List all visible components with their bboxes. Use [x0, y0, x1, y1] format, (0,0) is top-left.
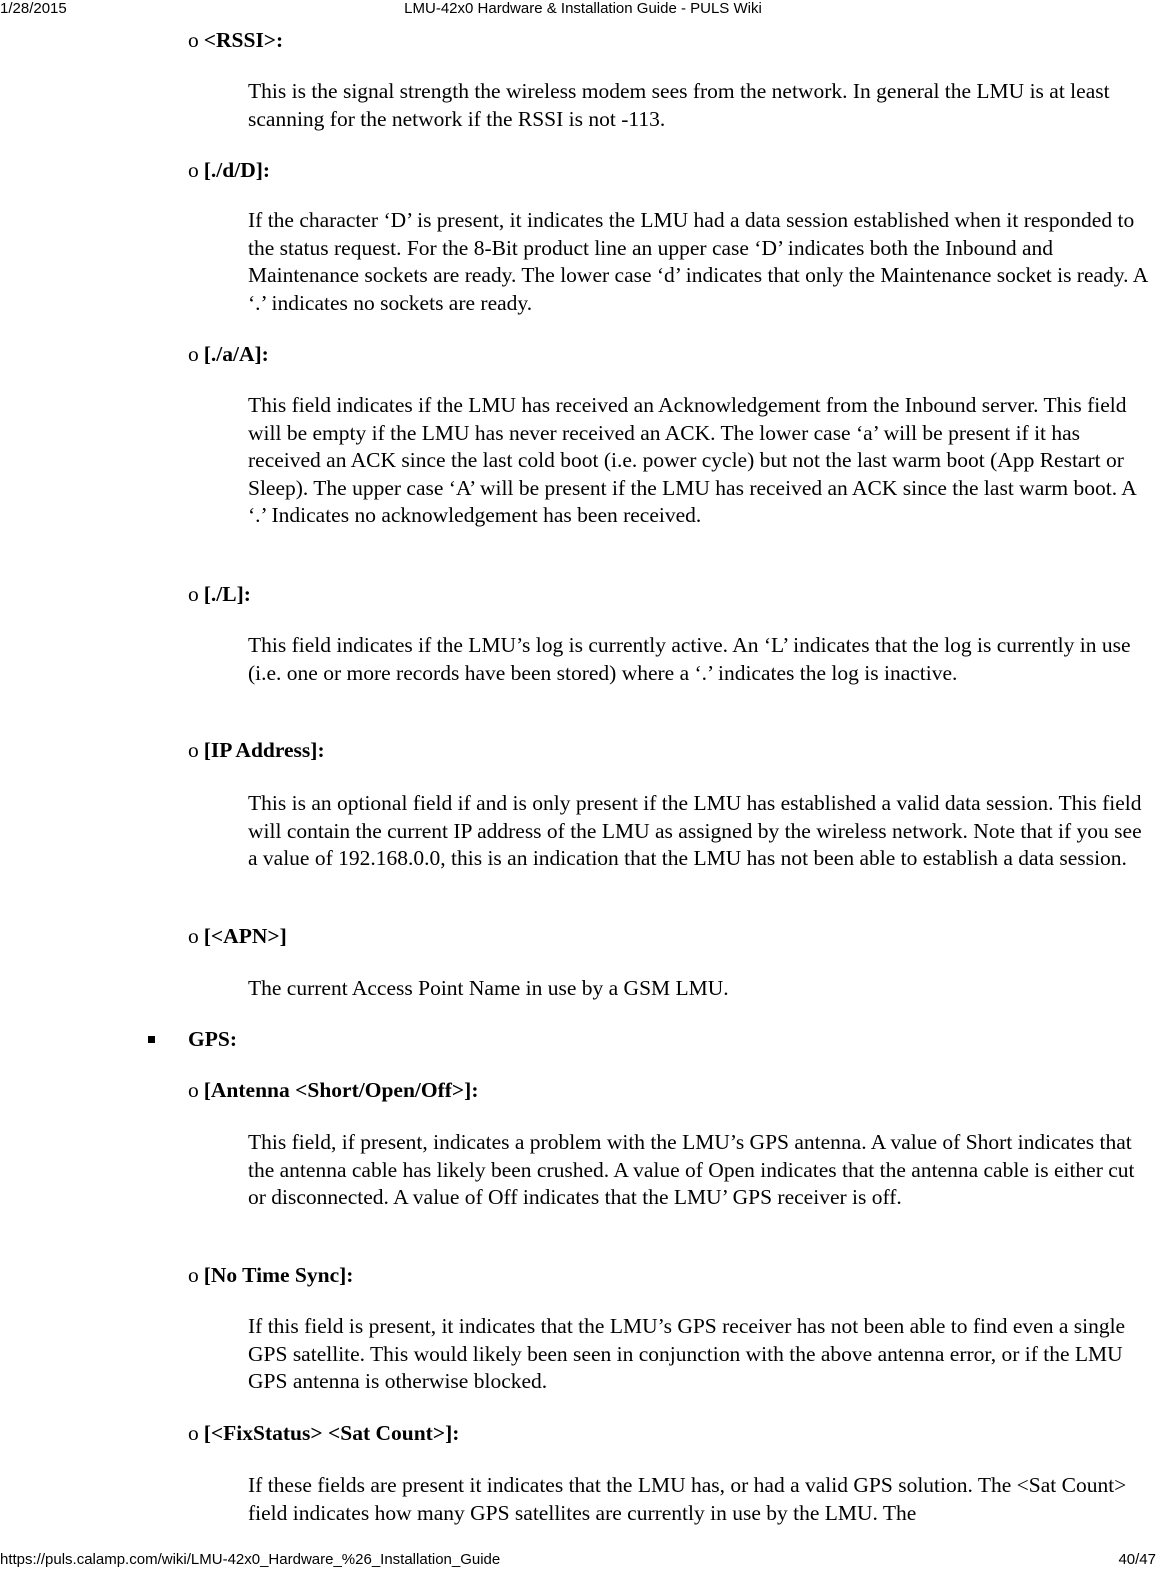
field-marker: o [188, 158, 199, 182]
field-heading-fix-status [188, 1420, 459, 1448]
print-footer [0, 1551, 1166, 1569]
section-heading-gps: GPS: [188, 1027, 237, 1051]
field-label: <RSSI>: [203, 28, 284, 52]
field-description-data-session: If the character ‘D’ is present, it indicates the LMU had a data session established when it responded to the status request. For the 8-Bit product line an upper case ‘D’ indicates both the Inbound and Maintenance sockets are ready. The lower case ‘d’ indicates that only the Maintenance socket is ready. A ‘.’ indicates no sockets are ready. [248, 208, 1148, 315]
field-label: [<APN>] [203, 924, 287, 948]
field-heading-time-sync [188, 1262, 353, 1290]
square-bullet-icon [148, 1036, 155, 1043]
field-label: [./L]: [203, 582, 251, 606]
field-marker: o [188, 28, 199, 52]
field-marker: o [188, 342, 199, 366]
page-number: 40/47 [1118, 1551, 1156, 1568]
field-description-rssi: This is the signal strength the wireless modem sees from the network. In general the LMU is at least scanning for the network if the RSSI is not -113. [248, 79, 1110, 131]
print-title: LMU-42x0 Hardware & Installation Guide - PULS Wiki [404, 0, 762, 17]
field-heading-antenna [188, 1077, 479, 1105]
field-heading-apn [188, 923, 287, 951]
field-label: [IP Address]: [203, 738, 325, 762]
field-label: [No Time Sync]: [203, 1263, 354, 1287]
field-description-ip-address: This is an optional field if and is only present if the LMU has established a valid data session. This field will contain the current IP address of the LMU as assigned by the wireless network. Note that if you see a value of 192.168.0.0, this is an indication that the LMU has not been able to establish a data session. [248, 791, 1142, 870]
print-date: 1/28/2015 [0, 0, 67, 17]
field-heading-data-session [188, 157, 270, 185]
field-heading-rssi [188, 27, 283, 55]
field-marker: o [188, 1263, 199, 1287]
field-heading-log [188, 581, 251, 609]
field-marker: o [188, 582, 199, 606]
field-marker: o [188, 738, 199, 762]
field-marker: o [188, 1078, 199, 1102]
field-description-fix-status: If these fields are present it indicates that the LMU has, or had a valid GPS solution. The <Sat Count> field indicates how many GPS satellites are currently in use by the LMU. The [248, 1473, 1127, 1525]
field-heading-ip-address [188, 737, 325, 765]
field-description-time-sync: If this field is present, it indicates that the LMU’s GPS receiver has not been able to find even a single GPS satellite. This would likely been seen in conjunction with the above antenna error, or if the LMU GPS antenna is otherwise blocked. [248, 1314, 1126, 1393]
field-description-ack: This field indicates if the LMU has received an Acknowledgement from the Inbound server. This field will be empty if the LMU has never received an ACK. The lower case ‘a’ will be present if it has received an ACK since the last cold boot (i.e. power cycle) but not the last warm boot (App Restart or Sleep). The upper case ‘A’ will be present if the LMU has received an ACK since the last warm boot. A ‘.’ Indicates no acknowledgement has been received. [248, 393, 1136, 527]
field-description-antenna: This field, if present, indicates a problem with the LMU’s GPS antenna. A value of Short indicates that the antenna cable has likely been crushed. A value of Open indicates that the antenna cable is either cut or disconnected. A value of Off indicates that the LMU’ GPS receiver is off. [248, 1130, 1135, 1209]
print-url: https://puls.calamp.com/wiki/LMU-42x0_Hardware_%26_Installation_Guide [0, 1551, 501, 1568]
field-marker: o [188, 1421, 199, 1445]
field-label: [Antenna <Short/Open/Off>]: [203, 1078, 479, 1102]
field-label: [<FixStatus> <Sat Count>]: [203, 1421, 460, 1445]
field-label: [./d/D]: [203, 158, 271, 182]
field-marker: o [188, 924, 199, 948]
field-heading-ack [188, 341, 269, 369]
field-description-apn: The current Access Point Name in use by a GSM LMU. [248, 976, 729, 1000]
field-label: [./a/A]: [203, 342, 269, 366]
field-description-log: This field indicates if the LMU’s log is currently active. An ‘L’ indicates that the log is currently in use (i.e. one or more records have been stored) where a ‘.’ indicates the log is inactive. [248, 633, 1131, 685]
print-header [0, 0, 1166, 18]
